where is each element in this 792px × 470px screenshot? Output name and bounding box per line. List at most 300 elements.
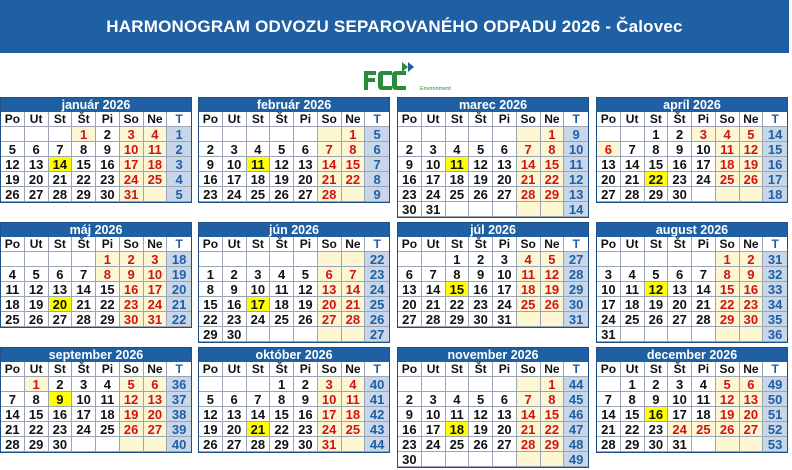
day-cell: 2 — [120, 252, 144, 267]
day-cell: 22 — [446, 297, 470, 312]
day-cell: 29 — [25, 437, 49, 452]
week-number-header: T — [564, 112, 588, 127]
weekday-header: Pi — [96, 112, 120, 127]
day-cell: 12 — [469, 407, 493, 422]
weekday-header: Ne — [342, 362, 366, 377]
day-cell — [294, 252, 318, 267]
day-cell: 20 — [144, 407, 168, 422]
day-cell: 12 — [716, 392, 740, 407]
day-cell: 21 — [342, 297, 366, 312]
day-cell: 31 — [422, 202, 446, 217]
day-cell: 25 — [716, 172, 740, 187]
weekday-header: St — [247, 362, 271, 377]
day-cell: 14 — [597, 407, 621, 422]
day-cell — [72, 252, 96, 267]
day-cell: 25 — [692, 422, 716, 437]
day-cell: 11 — [270, 282, 294, 297]
day-cell: 3 — [692, 127, 716, 142]
day-cell: 12 — [740, 142, 764, 157]
weekday-header: Po — [597, 362, 621, 377]
day-cell: 28 — [597, 437, 621, 452]
day-cell: 18 — [96, 407, 120, 422]
day-cell: 19 — [1, 172, 25, 187]
day-cell: 25 — [517, 297, 541, 312]
day-cell: 13 — [398, 282, 422, 297]
day-cell: 23 — [398, 187, 422, 202]
day-cell: 26 — [120, 422, 144, 437]
weekday-header: Št — [668, 237, 692, 252]
week-number-cell: 16 — [763, 157, 787, 172]
day-cell: 23 — [96, 172, 120, 187]
day-cell: 2 — [199, 142, 223, 157]
weekday-header: Po — [199, 362, 223, 377]
day-cell: 15 — [342, 157, 366, 172]
month-block — [0, 97, 192, 203]
day-cell: 12 — [120, 392, 144, 407]
day-cell: 10 — [120, 142, 144, 157]
day-cell: 18 — [446, 172, 470, 187]
day-cell — [247, 377, 271, 392]
day-cell: 22 — [342, 172, 366, 187]
day-cell: 13 — [25, 157, 49, 172]
day-cell: 19 — [469, 172, 493, 187]
day-cell: 9 — [223, 282, 247, 297]
day-cell — [645, 327, 669, 342]
weekday-header: Ne — [342, 112, 366, 127]
day-cell: 23 — [740, 297, 764, 312]
day-cell: 31 — [493, 312, 517, 327]
day-cell: 17 — [223, 172, 247, 187]
day-cell — [517, 452, 541, 467]
day-cell — [1, 377, 25, 392]
day-cell: 26 — [469, 187, 493, 202]
day-cell: 5 — [199, 392, 223, 407]
day-cell: 8 — [270, 392, 294, 407]
day-cell: 21 — [422, 297, 446, 312]
day-cell: 6 — [668, 267, 692, 282]
day-cell: 12 — [469, 157, 493, 172]
week-number-cell: 32 — [763, 267, 787, 282]
day-cell: 1 — [446, 252, 470, 267]
weekday-header: Št — [270, 237, 294, 252]
weekday-header: So — [716, 362, 740, 377]
day-cell: 15 — [96, 282, 120, 297]
weekday-header: Št — [469, 237, 493, 252]
weekday-header: Ne — [740, 112, 764, 127]
day-cell: 15 — [72, 157, 96, 172]
day-cell: 16 — [223, 297, 247, 312]
day-cell: 3 — [422, 142, 446, 157]
day-cell: 10 — [692, 142, 716, 157]
day-cell: 3 — [247, 267, 271, 282]
month-title: október 2026 — [199, 348, 389, 362]
day-cell: 18 — [517, 282, 541, 297]
week-number-cell: 40 — [365, 377, 389, 392]
day-cell: 30 — [294, 437, 318, 452]
day-cell — [1, 252, 25, 267]
week-number-cell: 30 — [564, 297, 588, 312]
day-cell: 2 — [740, 252, 764, 267]
week-number-cell: 8 — [365, 172, 389, 187]
day-cell — [597, 377, 621, 392]
day-cell: 22 — [645, 172, 669, 187]
day-cell: 28 — [692, 312, 716, 327]
week-number-header: T — [763, 112, 787, 127]
weekday-header: Ne — [541, 362, 565, 377]
day-cell: 7 — [1, 392, 25, 407]
day-cell: 7 — [517, 392, 541, 407]
day-cell: 17 — [692, 157, 716, 172]
day-cell: 14 — [49, 157, 73, 172]
weekday-header: Ut — [422, 362, 446, 377]
day-cell: 21 — [72, 297, 96, 312]
weekday-header: Pi — [493, 237, 517, 252]
day-cell: 11 — [247, 157, 271, 172]
day-cell: 11 — [342, 392, 366, 407]
day-cell: 9 — [398, 407, 422, 422]
day-cell: 31 — [597, 327, 621, 342]
day-cell: 10 — [668, 392, 692, 407]
day-cell: 9 — [740, 267, 764, 282]
day-cell: 2 — [294, 377, 318, 392]
weekday-header: Po — [1, 112, 25, 127]
weekday-header: Ne — [144, 112, 168, 127]
day-cell: 27 — [25, 187, 49, 202]
week-number-cell: 18 — [167, 252, 191, 267]
day-cell — [247, 127, 271, 142]
day-cell — [270, 327, 294, 342]
day-cell: 15 — [716, 282, 740, 297]
day-cell: 24 — [597, 312, 621, 327]
day-cell: 10 — [72, 392, 96, 407]
week-number-cell: 52 — [763, 422, 787, 437]
day-cell: 13 — [294, 157, 318, 172]
day-cell — [597, 127, 621, 142]
day-cell: 27 — [493, 437, 517, 452]
day-cell: 22 — [716, 297, 740, 312]
week-number-cell: 31 — [564, 312, 588, 327]
day-cell: 27 — [493, 187, 517, 202]
fcc-environment-logo — [362, 60, 452, 94]
day-cell: 30 — [645, 437, 669, 452]
weekday-header: Ut — [223, 237, 247, 252]
day-cell: 12 — [541, 267, 565, 282]
day-cell: 26 — [1, 187, 25, 202]
day-cell: 7 — [72, 267, 96, 282]
day-cell: 9 — [96, 142, 120, 157]
day-cell: 9 — [668, 142, 692, 157]
day-cell: 19 — [740, 157, 764, 172]
day-cell: 27 — [398, 312, 422, 327]
day-cell: 28 — [247, 437, 271, 452]
day-cell: 16 — [120, 282, 144, 297]
day-cell: 23 — [668, 172, 692, 187]
week-number-cell: 38 — [167, 407, 191, 422]
day-cell — [318, 127, 342, 142]
day-cell: 9 — [120, 267, 144, 282]
weekday-header: Št — [270, 112, 294, 127]
week-number-cell: 15 — [763, 142, 787, 157]
weekday-header: Ut — [422, 112, 446, 127]
weekday-header: So — [716, 112, 740, 127]
month-block — [397, 222, 589, 328]
weekday-header: Po — [1, 362, 25, 377]
day-cell: 29 — [716, 312, 740, 327]
day-cell: 10 — [597, 282, 621, 297]
weekday-header: Ne — [144, 237, 168, 252]
weekday-header: So — [318, 237, 342, 252]
day-cell — [517, 202, 541, 217]
day-cell: 8 — [541, 142, 565, 157]
weekday-header: Ne — [740, 237, 764, 252]
week-number-cell: 12 — [564, 172, 588, 187]
day-cell: 22 — [621, 422, 645, 437]
day-cell: 28 — [72, 312, 96, 327]
day-cell — [645, 252, 669, 267]
day-cell: 7 — [49, 142, 73, 157]
day-cell: 8 — [342, 142, 366, 157]
day-cell — [541, 312, 565, 327]
day-cell — [270, 127, 294, 142]
day-cell: 17 — [668, 407, 692, 422]
week-number-cell: 45 — [564, 392, 588, 407]
day-cell: 8 — [25, 392, 49, 407]
day-cell: 24 — [422, 437, 446, 452]
day-cell: 26 — [645, 312, 669, 327]
day-cell: 9 — [398, 157, 422, 172]
day-cell — [493, 377, 517, 392]
day-cell: 22 — [72, 172, 96, 187]
day-cell — [597, 252, 621, 267]
week-number-cell: 14 — [564, 202, 588, 217]
week-number-cell: 39 — [167, 422, 191, 437]
day-cell: 20 — [398, 297, 422, 312]
day-cell: 26 — [716, 422, 740, 437]
day-cell: 24 — [668, 422, 692, 437]
day-cell: 12 — [270, 157, 294, 172]
day-cell: 14 — [422, 282, 446, 297]
day-cell: 8 — [645, 142, 669, 157]
day-cell: 16 — [49, 407, 73, 422]
day-cell: 25 — [247, 187, 271, 202]
day-cell: 17 — [247, 297, 271, 312]
day-cell: 6 — [318, 267, 342, 282]
week-number-cell: 34 — [763, 297, 787, 312]
week-number-cell: 44 — [365, 437, 389, 452]
day-cell: 10 — [247, 282, 271, 297]
weekday-header: Ne — [541, 237, 565, 252]
week-number-cell: 19 — [167, 267, 191, 282]
weekday-header: Ut — [25, 112, 49, 127]
day-cell: 4 — [96, 377, 120, 392]
day-cell: 30 — [398, 452, 422, 467]
day-cell: 27 — [740, 422, 764, 437]
day-cell: 25 — [446, 187, 470, 202]
day-cell: 26 — [541, 297, 565, 312]
week-number-header: T — [365, 112, 389, 127]
weekday-header: Ne — [740, 362, 764, 377]
day-cell: 6 — [25, 142, 49, 157]
day-cell: 23 — [645, 422, 669, 437]
day-cell — [621, 252, 645, 267]
day-cell: 17 — [318, 407, 342, 422]
page-title: HARMONOGRAM ODVOZU SEPAROVANÉHO ODPADU 2026 - Čalovec — [0, 0, 789, 53]
week-number-cell: 6 — [365, 142, 389, 157]
day-cell: 4 — [446, 392, 470, 407]
day-cell: 25 — [1, 312, 25, 327]
day-cell — [493, 202, 517, 217]
day-cell: 14 — [1, 407, 25, 422]
day-cell: 25 — [621, 312, 645, 327]
day-cell: 13 — [668, 282, 692, 297]
day-cell: 29 — [199, 327, 223, 342]
week-number-cell: 22 — [365, 252, 389, 267]
day-cell: 27 — [318, 312, 342, 327]
week-number-cell: 25 — [365, 297, 389, 312]
weekday-header: Pi — [294, 237, 318, 252]
day-cell — [294, 127, 318, 142]
day-cell: 11 — [692, 392, 716, 407]
weekday-header: St — [446, 362, 470, 377]
month-title: apríl 2026 — [597, 98, 787, 112]
day-cell: 5 — [294, 267, 318, 282]
day-cell: 29 — [446, 312, 470, 327]
day-cell: 22 — [541, 172, 565, 187]
day-cell: 11 — [621, 282, 645, 297]
day-cell: 24 — [247, 312, 271, 327]
day-cell: 18 — [621, 297, 645, 312]
week-number-header: T — [564, 237, 588, 252]
day-cell: 4 — [517, 252, 541, 267]
month-block — [596, 97, 788, 203]
day-cell — [446, 452, 470, 467]
day-cell: 20 — [294, 172, 318, 187]
weekday-header: Ut — [223, 362, 247, 377]
day-cell: 14 — [318, 157, 342, 172]
weekday-header: Pi — [96, 362, 120, 377]
day-cell: 23 — [49, 422, 73, 437]
weekday-header: Pi — [294, 362, 318, 377]
day-cell: 24 — [223, 187, 247, 202]
day-cell: 5 — [120, 377, 144, 392]
day-cell: 6 — [493, 392, 517, 407]
day-cell: 31 — [144, 312, 168, 327]
day-cell: 3 — [493, 252, 517, 267]
week-number-cell: 5 — [167, 187, 191, 202]
week-number-cell: 46 — [564, 407, 588, 422]
day-cell: 5 — [469, 392, 493, 407]
day-cell: 23 — [469, 297, 493, 312]
week-number-cell: 42 — [365, 407, 389, 422]
day-cell: 3 — [318, 377, 342, 392]
week-number-cell: 33 — [763, 282, 787, 297]
weekday-header: Št — [72, 237, 96, 252]
weekday-header: Št — [668, 112, 692, 127]
day-cell: 26 — [469, 437, 493, 452]
day-cell: 21 — [247, 422, 271, 437]
day-cell: 24 — [692, 172, 716, 187]
week-number-cell: 18 — [763, 187, 787, 202]
day-cell: 28 — [318, 187, 342, 202]
day-cell: 4 — [270, 267, 294, 282]
day-cell: 27 — [668, 312, 692, 327]
day-cell — [446, 202, 470, 217]
week-number-header: T — [763, 362, 787, 377]
weekday-header: Ut — [621, 362, 645, 377]
day-cell: 19 — [25, 297, 49, 312]
weekday-header: Po — [199, 237, 223, 252]
day-cell — [493, 452, 517, 467]
week-number-cell: 24 — [365, 282, 389, 297]
week-number-cell: 21 — [167, 297, 191, 312]
weekday-header: Pi — [294, 112, 318, 127]
weekday-header: St — [49, 237, 73, 252]
day-cell: 20 — [49, 297, 73, 312]
day-cell: 26 — [740, 172, 764, 187]
weekday-header: So — [517, 112, 541, 127]
day-cell: 6 — [49, 267, 73, 282]
day-cell: 7 — [517, 142, 541, 157]
day-cell: 27 — [49, 312, 73, 327]
day-cell: 24 — [422, 187, 446, 202]
weekday-header: Ut — [621, 237, 645, 252]
day-cell: 15 — [270, 407, 294, 422]
month-title: január 2026 — [1, 98, 191, 112]
day-cell: 5 — [541, 252, 565, 267]
day-cell — [692, 187, 716, 202]
week-number-header: T — [365, 237, 389, 252]
day-cell: 15 — [446, 282, 470, 297]
day-cell: 23 — [120, 297, 144, 312]
day-cell — [716, 327, 740, 342]
weekday-header: St — [446, 112, 470, 127]
day-cell: 1 — [541, 377, 565, 392]
week-number-header: T — [167, 362, 191, 377]
day-cell: 20 — [493, 172, 517, 187]
day-cell — [342, 327, 366, 342]
weekday-header: Št — [270, 362, 294, 377]
day-cell: 27 — [294, 187, 318, 202]
day-cell: 7 — [621, 142, 645, 157]
day-cell: 7 — [422, 267, 446, 282]
day-cell — [72, 437, 96, 452]
week-number-cell: 48 — [564, 437, 588, 452]
day-cell: 4 — [342, 377, 366, 392]
week-number-cell: 4 — [167, 172, 191, 187]
weekday-header: Ut — [621, 112, 645, 127]
day-cell: 16 — [199, 172, 223, 187]
day-cell: 6 — [294, 142, 318, 157]
week-number-cell: 49 — [564, 452, 588, 467]
day-cell: 17 — [493, 282, 517, 297]
weekday-header: Pi — [493, 362, 517, 377]
month-block — [198, 97, 390, 203]
day-cell — [422, 452, 446, 467]
weekday-header: So — [517, 362, 541, 377]
week-number-cell: 29 — [564, 282, 588, 297]
day-cell: 8 — [446, 267, 470, 282]
day-cell: 17 — [120, 157, 144, 172]
day-cell: 13 — [144, 392, 168, 407]
weekday-header: So — [517, 237, 541, 252]
day-cell: 11 — [446, 407, 470, 422]
day-cell: 14 — [342, 282, 366, 297]
week-number-cell: 35 — [763, 312, 787, 327]
day-cell: 12 — [645, 282, 669, 297]
day-cell: 26 — [199, 437, 223, 452]
day-cell: 12 — [1, 157, 25, 172]
week-number-cell: 20 — [167, 282, 191, 297]
